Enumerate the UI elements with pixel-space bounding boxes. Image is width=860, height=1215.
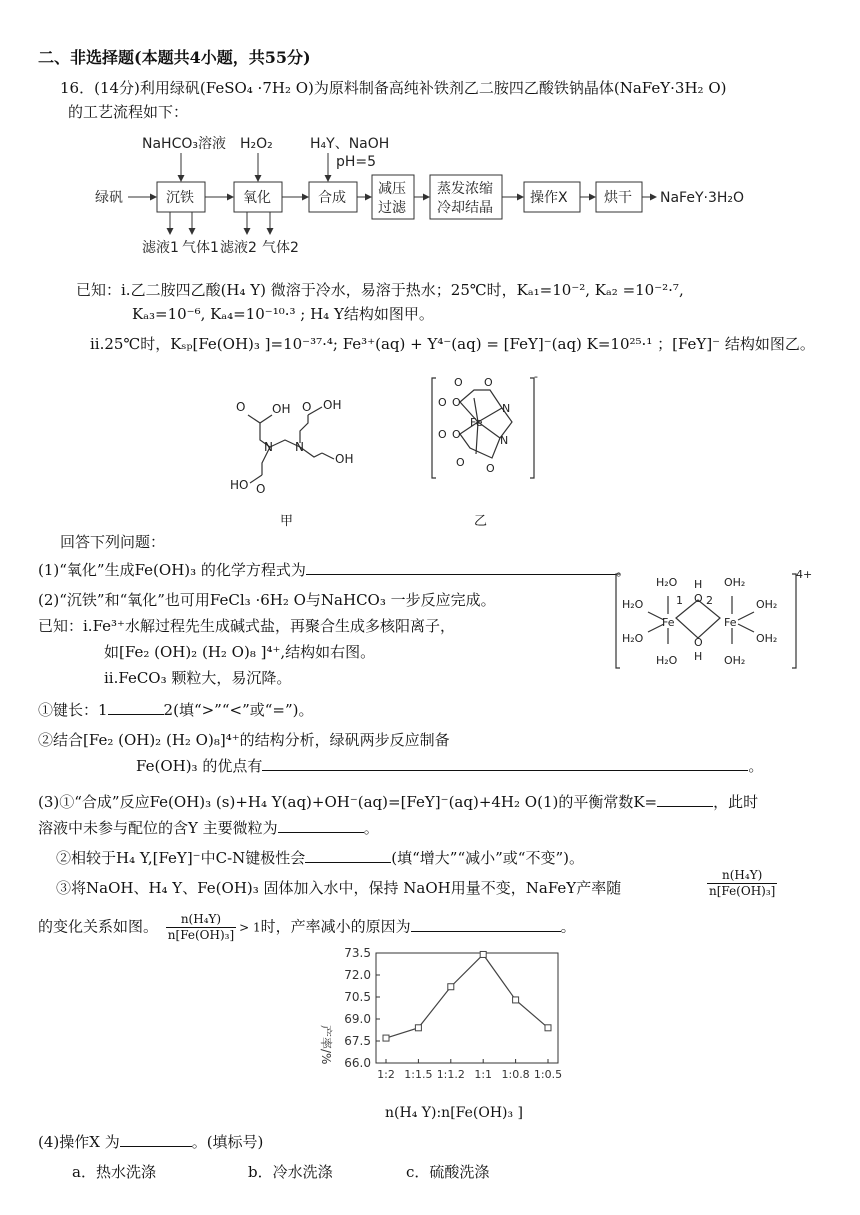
part2-sub1: ①键长：1 2(填“>”“<”或“=”)。 <box>38 701 314 719</box>
option-c[interactable]: c．硫酸洗涤 <box>406 1163 490 1181</box>
data-point <box>480 951 486 957</box>
y-tick-label: 72.0 <box>344 968 371 982</box>
svg-text:O: O <box>438 428 447 441</box>
svg-text:OH₂: OH₂ <box>756 598 778 611</box>
svg-text:N: N <box>264 440 273 454</box>
process-flowchart <box>90 130 770 260</box>
part2-sub2-line2: Fe(OH)₃ 的优点有 。 <box>136 757 764 775</box>
part3-sub2: ②相较于H₄ Y,[FeY]⁻中C-N键极性会 (填“增大”“减小”或“不变”)。 <box>56 849 584 867</box>
part2-line4: ii.FeCO₃ 颗粒大，易沉降。 <box>104 669 292 687</box>
svg-text:O: O <box>694 636 703 649</box>
flow-box-label: 冷却结晶 <box>437 200 493 216</box>
part1-prompt: (1)“氧化”生成Fe(OH)₃ 的化学方程式为 。 <box>38 561 631 579</box>
part3-line4: 的变化关系如图。 $\frac{\text{n(H₄Y)}}{\text{n[Fe(OH)₃]}}$ > 1时，产率减小的原因为 。 <box>38 912 576 942</box>
answer-intro: 回答下列问题： <box>60 533 166 551</box>
x-tick-label: 1:1 <box>474 1068 493 1081</box>
y-tick-label: 67.5 <box>344 1034 371 1048</box>
figure-jia-h4y-structure <box>210 385 370 505</box>
svg-text:O: O <box>484 376 493 389</box>
y-tick-label: 69.0 <box>344 1012 371 1026</box>
yield-line-chart <box>310 945 570 1105</box>
flow-box-label: 沉铁 <box>166 190 194 206</box>
chart-xlabel: n(H₄ Y):n[Fe(OH)₃ ] <box>385 1105 524 1121</box>
svg-text:-: - <box>534 370 538 383</box>
svg-text:OH: OH <box>272 402 291 416</box>
flow-output: 气体1 <box>182 240 219 256</box>
part2-line1: (2)“沉铁”和“氧化”也可用FeCl₃ ·6H₂ O与NaHCO₃ 一步反应完成。 <box>38 591 496 609</box>
chart-ylabel: 产率/% <box>319 1025 333 1065</box>
flow-input: NaHCO₃溶液 <box>142 136 226 152</box>
svg-text:Fe: Fe <box>662 616 675 629</box>
flow-output: 气体2 <box>262 240 299 256</box>
svg-text:N: N <box>500 434 509 447</box>
part3-reason-blank[interactable] <box>411 917 561 932</box>
known-i-line2: Kₐ₃=10⁻⁶, Kₐ₄=10⁻¹⁰·³ ; H₄ Y结构如图甲。 <box>132 305 434 323</box>
flow-output: 滤液2 <box>220 240 257 256</box>
flow-box-label: 操作X <box>530 190 568 206</box>
y-tick-label: 73.5 <box>344 946 371 960</box>
data-point <box>383 1035 389 1041</box>
figure-jia-caption: 甲 <box>280 514 294 529</box>
flow-input: H₄Y、NaOH <box>310 136 390 152</box>
svg-text:Fe: Fe <box>470 416 483 429</box>
flow-box-label: 蒸发浓缩 <box>437 181 493 197</box>
x-tick-label: 1:1.5 <box>404 1068 433 1081</box>
part2-line3: 如[Fe₂ (OH)₂ (H₂ O)₈ ]⁴⁺,结构如右图。 <box>104 643 376 661</box>
svg-text:N: N <box>502 402 511 415</box>
figure-fe-dimer-structure <box>614 568 813 674</box>
part3-sub3: ③将NaOH、H₄ Y、Fe(OH)₃ 固体加入水中，保持 NaOH用量不变，NaFeY产率随 <box>56 879 622 897</box>
svg-text:4+: 4+ <box>796 568 813 581</box>
flow-box-label: 过滤 <box>378 200 406 216</box>
svg-text:OH: OH <box>335 452 354 466</box>
svg-text:O: O <box>236 400 246 414</box>
svg-text:H₂O: H₂O <box>656 576 678 589</box>
svg-text:H: H <box>694 650 703 663</box>
svg-text:H₂O: H₂O <box>622 632 644 645</box>
svg-text:1: 1 <box>676 594 683 607</box>
svg-text:Fe: Fe <box>724 616 737 629</box>
data-point <box>415 1025 421 1031</box>
data-point <box>448 984 454 990</box>
svg-text:O: O <box>452 428 461 441</box>
figure-yi-caption: 乙 <box>474 514 488 529</box>
svg-text:O: O <box>454 376 463 389</box>
flow-start: 绿矾 <box>95 190 123 206</box>
question-intro-line1: 16．(14分)利用绿矾(FeSO₄ ·7H₂ O)为原料制备高纯补铁剂乙二胺四乙酸铁钠晶体(NaFeY·3H₂ O) <box>60 79 727 97</box>
data-point <box>513 997 519 1003</box>
part3-species-blank[interactable] <box>278 818 364 833</box>
svg-text:O: O <box>302 400 312 414</box>
svg-text:H₂O: H₂O <box>622 598 644 611</box>
svg-text:OH₂: OH₂ <box>724 576 746 589</box>
part4-answer-blank[interactable] <box>120 1132 192 1147</box>
flow-input: H₂O₂ <box>240 136 273 152</box>
part3-k-blank[interactable] <box>657 792 713 807</box>
y-tick-label: 70.5 <box>344 990 371 1004</box>
part3-line1: (3)①“合成”反应Fe(OH)₃ (s)+H₄ Y(aq)+OH⁻(aq)=[FeY]⁻(aq)+4H₂ O(1)的平衡常数K= ，此时 <box>38 793 759 811</box>
flow-box-label: 合成 <box>318 190 346 206</box>
svg-text:OH: OH <box>323 398 342 412</box>
svg-text:O: O <box>452 396 461 409</box>
x-tick-label: 1:2 <box>377 1068 395 1081</box>
yield-series-line <box>386 954 548 1038</box>
svg-text:N: N <box>295 440 304 454</box>
part2-line2: 已知：i.Fe³⁺水解过程先生成碱式盐，再聚合生成多核阳离子， <box>38 617 455 635</box>
x-tick-label: 1:0.5 <box>533 1068 563 1081</box>
svg-text:O: O <box>456 456 465 469</box>
svg-text:H: H <box>694 578 703 591</box>
x-tick-label: 1:0.8 <box>501 1068 530 1081</box>
part4-prompt: (4)操作X 为 。(填标号) <box>38 1133 264 1151</box>
flow-box-label: 减压 <box>378 181 406 197</box>
data-point <box>545 1025 551 1031</box>
svg-text:O: O <box>438 396 447 409</box>
svg-text:OH₂: OH₂ <box>756 632 778 645</box>
section-title: 二、非选择题(本题共4小题，共55分) <box>38 48 311 67</box>
part2-sub1-blank[interactable] <box>108 700 164 715</box>
question-intro-line2: 的工艺流程如下： <box>68 103 189 121</box>
x-tick-label: 1:1.2 <box>436 1068 465 1081</box>
svg-text:O: O <box>694 592 703 605</box>
option-b[interactable]: b．冷水洗涤 <box>248 1163 333 1181</box>
option-a[interactable]: a．热水洗涤 <box>72 1163 156 1181</box>
chart-frame <box>376 953 558 1063</box>
part2-sub2-line1: ②结合[Fe₂ (OH)₂ (H₂ O)₈]⁴⁺的结构分析，绿矾两步反应制备 <box>38 731 450 749</box>
known-ii: ii.25℃时，Kₛₚ[Fe(OH)₃ ]=10⁻³⁷·⁴; Fe³⁺(aq) + Y⁴⁻(aq) = [FeY]⁻(aq) K=10²⁵·¹ ；[FeY]⁻ 结构如图乙。 <box>90 335 815 353</box>
part1-answer-blank[interactable] <box>306 560 616 575</box>
known-i-line1: 已知：i.乙二胺四乙酸(H₄ Y) 微溶于冷水，易溶于热水；25℃时，Kₐ₁=10⁻², Kₐ₂ =10⁻²·⁷, <box>76 281 684 299</box>
flow-output: 滤液1 <box>142 240 179 256</box>
ratio-fraction-top: $\frac{\text{n(H₄Y)}}{\text{n[Fe(OH)₃]}}$ <box>709 868 776 898</box>
part3-polarity-blank[interactable] <box>305 848 391 863</box>
flow-box-label: 氧化 <box>243 190 271 206</box>
svg-text:OH₂: OH₂ <box>724 654 746 667</box>
flow-end: NaFeY·3H₂O <box>660 190 745 206</box>
part2-sub2-blank[interactable] <box>262 756 748 771</box>
svg-text:2: 2 <box>706 594 713 607</box>
svg-text:O: O <box>256 482 266 496</box>
y-tick-label: 66.0 <box>344 1056 371 1070</box>
figure-yi-fey-structure <box>430 372 540 484</box>
svg-text:H₂O: H₂O <box>656 654 678 667</box>
svg-text:O: O <box>486 462 495 475</box>
flow-box-label: 烘干 <box>604 190 632 206</box>
flow-input: pH=5 <box>336 154 377 170</box>
svg-text:HO: HO <box>230 478 249 492</box>
part3-line2: 溶液中未参与配位的含Y 主要微粒为 。 <box>38 819 379 837</box>
